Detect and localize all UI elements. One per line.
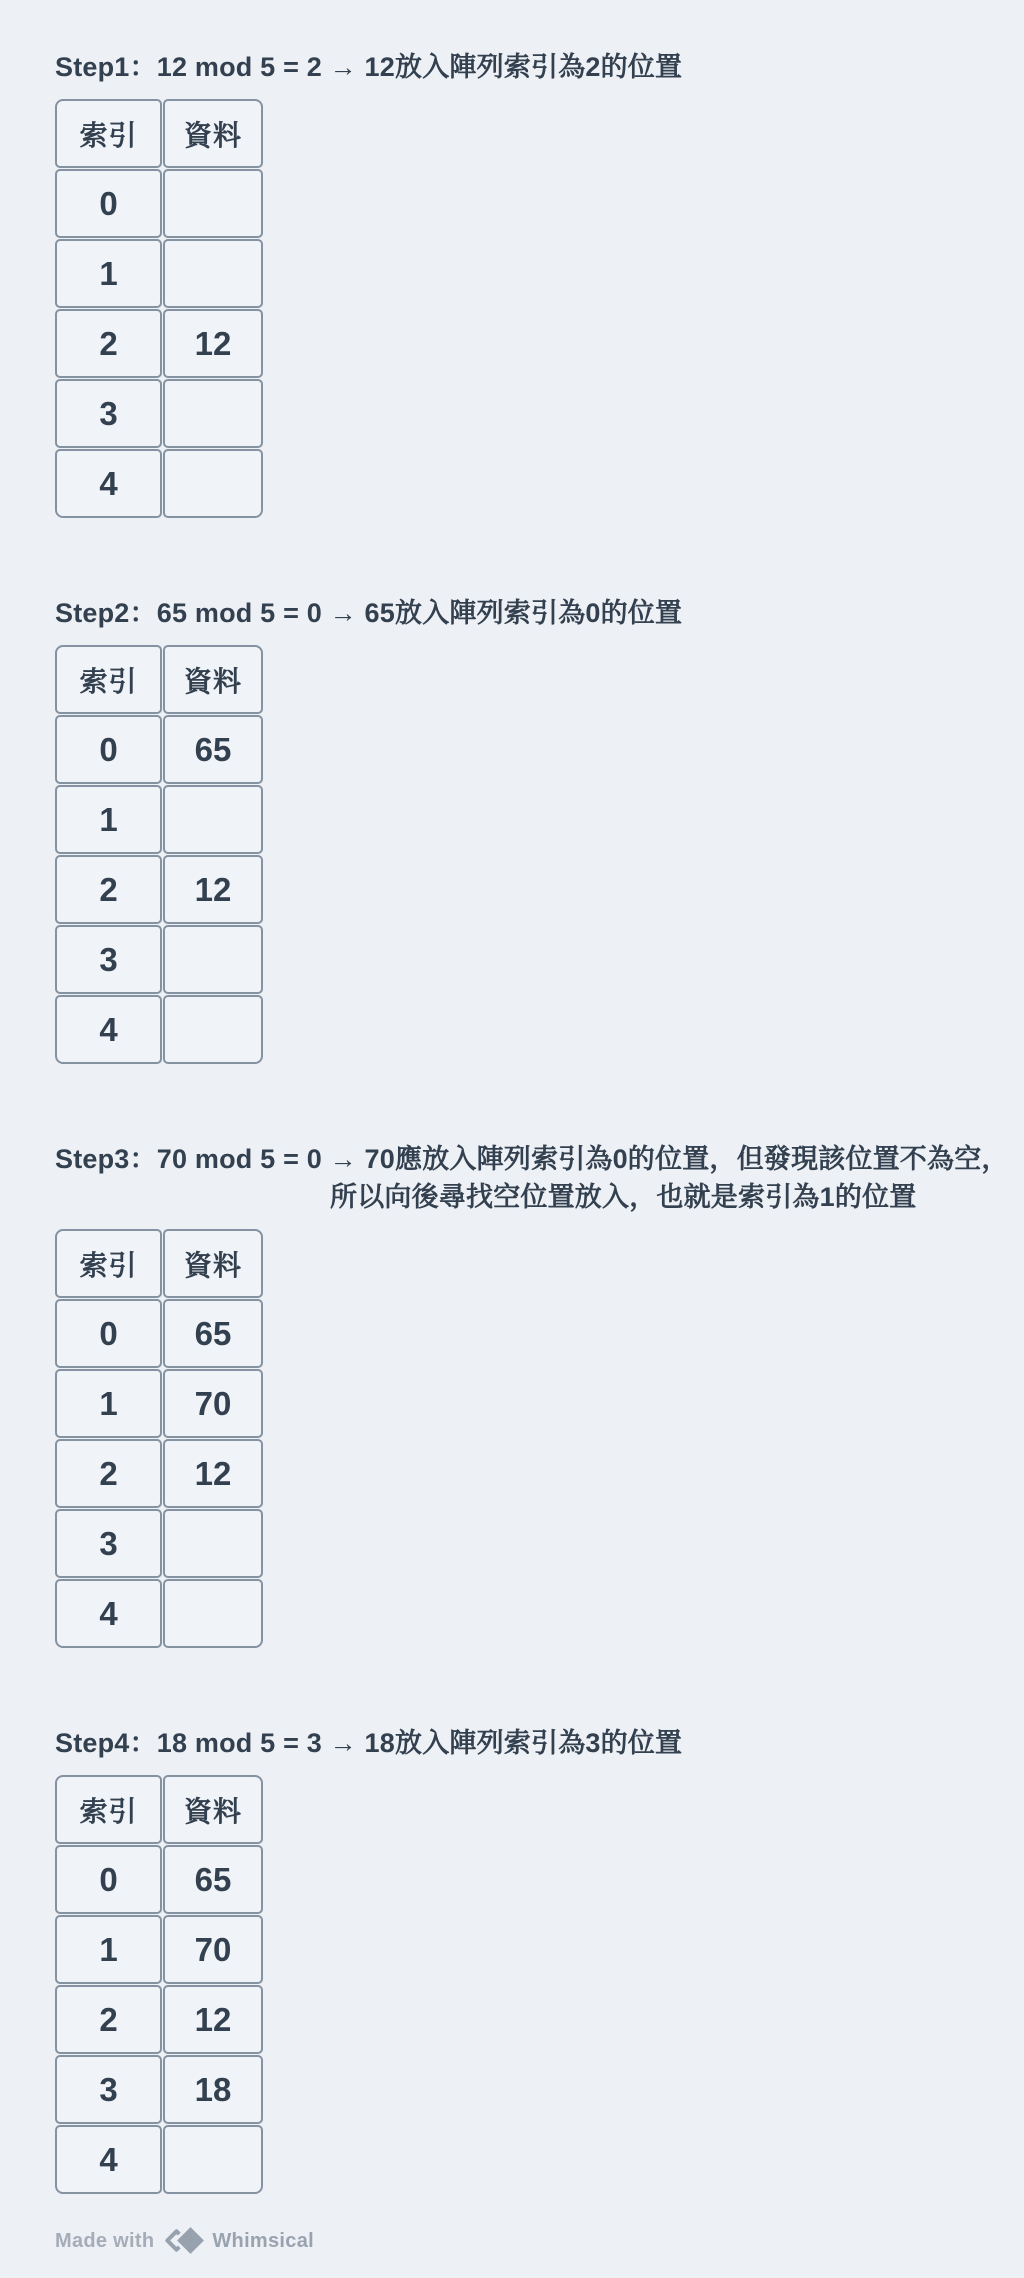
data-cell (163, 239, 263, 308)
index-cell: 4 (55, 1579, 162, 1648)
data-column-header: 資料 (163, 99, 263, 168)
step1-title (55, 48, 1024, 86)
index-cell: 1 (55, 785, 162, 854)
data-cell: 65 (163, 1845, 263, 1914)
step1-title-line: Step1：12 mod 5 = 2 → 12放入陣列索引為2的位置 (55, 52, 683, 82)
step2-section (55, 594, 1024, 1064)
data-cell (163, 379, 263, 448)
made-with-label: Made with (55, 2229, 155, 2252)
index-cell: 4 (55, 995, 162, 1064)
data-cell (163, 169, 263, 238)
data-cell (163, 925, 263, 994)
index-cell: 2 (55, 1439, 162, 1508)
index-cell: 3 (55, 2055, 162, 2124)
step3-title-line2: 所以向後尋找空位置放入，也就是索引為1的位置 (330, 1182, 917, 1212)
data-cell: 12 (163, 1439, 263, 1508)
index-cell: 0 (55, 1299, 162, 1368)
diamond-filled-icon (173, 2223, 208, 2258)
step4-hash-table (55, 1775, 264, 2194)
data-cell: 12 (163, 309, 263, 378)
index-cell: 0 (55, 169, 162, 238)
index-cell: 1 (55, 1369, 162, 1438)
index-column-header: 索引 (55, 99, 162, 168)
index-cell: 2 (55, 1985, 162, 2054)
index-cell: 2 (55, 855, 162, 924)
step3-title-line1: Step3：70 mod 5 = 0 → 70應放入陣列索引為0的位置，但發現該位置不為空， (55, 1144, 1009, 1174)
step1-section (55, 48, 1024, 518)
data-cell (163, 449, 263, 518)
index-cell: 0 (55, 715, 162, 784)
step2-title (55, 594, 1024, 632)
step2-hash-table (55, 645, 264, 1064)
index-cell: 3 (55, 1509, 162, 1578)
data-cell: 70 (163, 1915, 263, 1984)
step4-title-line: Step4：18 mod 5 = 3 → 18放入陣列索引為3的位置 (55, 1728, 683, 1758)
index-column-header: 索引 (55, 1229, 162, 1298)
data-column-header: 資料 (163, 645, 263, 714)
step3-hash-table (55, 1229, 264, 1648)
data-cell (163, 1579, 263, 1648)
data-cell (163, 2125, 263, 2194)
step1-hash-table (55, 99, 264, 518)
data-column-header: 資料 (163, 1229, 263, 1298)
whimsical-brand-label: Whimsical (212, 2229, 314, 2252)
index-column-header: 索引 (55, 645, 162, 714)
data-cell (163, 1509, 263, 1578)
whimsical-diamonds-icon (164, 2224, 210, 2258)
index-cell: 2 (55, 309, 162, 378)
data-cell: 65 (163, 1299, 263, 1368)
data-cell (163, 995, 263, 1064)
step2-title-line: Step2：65 mod 5 = 0 → 65放入陣列索引為0的位置 (55, 598, 683, 628)
data-cell: 12 (163, 855, 263, 924)
data-cell: 12 (163, 1985, 263, 2054)
step4-title (55, 1724, 1024, 1762)
data-cell: 70 (163, 1369, 263, 1438)
index-cell: 0 (55, 1845, 162, 1914)
step3-section (55, 1140, 1024, 1648)
step4-section (55, 1724, 1024, 2194)
data-column-header: 資料 (163, 1775, 263, 1844)
index-cell: 1 (55, 239, 162, 308)
index-cell: 1 (55, 1915, 162, 1984)
whimsical-attribution (55, 2224, 1024, 2258)
index-cell: 3 (55, 925, 162, 994)
data-cell: 18 (163, 2055, 263, 2124)
data-cell (163, 785, 263, 854)
index-cell: 4 (55, 449, 162, 518)
data-cell: 65 (163, 715, 263, 784)
step3-title (55, 1140, 1024, 1216)
index-cell: 3 (55, 379, 162, 448)
index-cell: 4 (55, 2125, 162, 2194)
index-column-header: 索引 (55, 1775, 162, 1844)
